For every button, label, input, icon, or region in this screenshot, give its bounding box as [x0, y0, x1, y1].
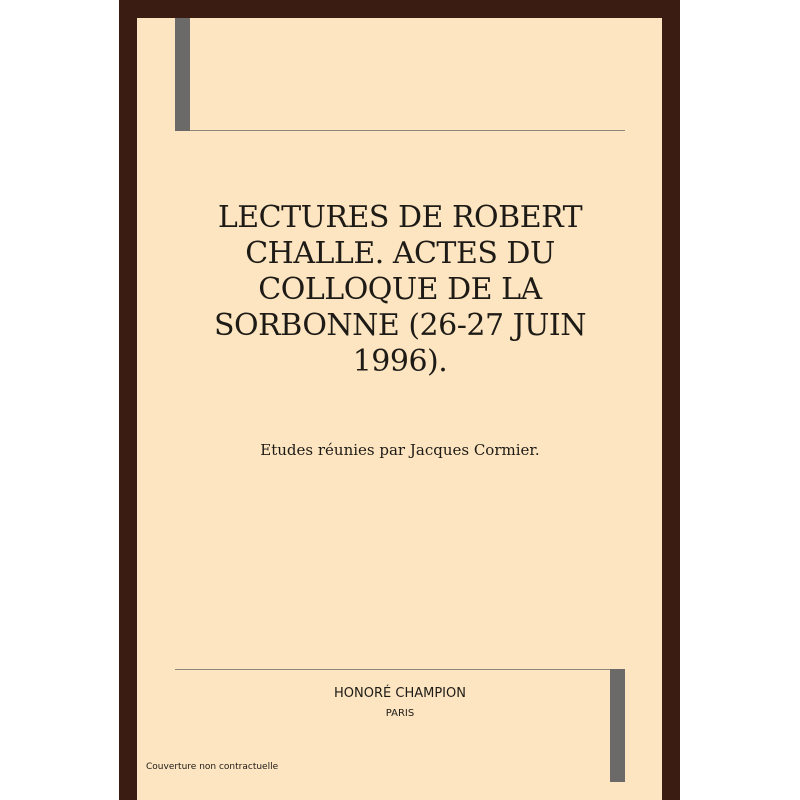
bottom-divider — [175, 669, 612, 670]
book-title: LECTURES DE ROBERT CHALLE. ACTES DU COLLOQUE DE LA SORBONNE (26-27 JUIN 1996). — [213, 200, 586, 379]
publisher-name: HONORÉ CHAMPION — [334, 686, 466, 701]
top-divider — [190, 130, 625, 131]
book-subtitle: Etudes réunies par Jacques Cormier. — [260, 441, 540, 459]
bottom-decorative-bar — [610, 669, 625, 782]
top-decorative-bar — [175, 18, 190, 131]
publisher-city: PARIS — [385, 708, 415, 719]
book-cover — [137, 18, 662, 800]
cover-disclaimer: Couverture non contractuelle — [146, 762, 279, 772]
